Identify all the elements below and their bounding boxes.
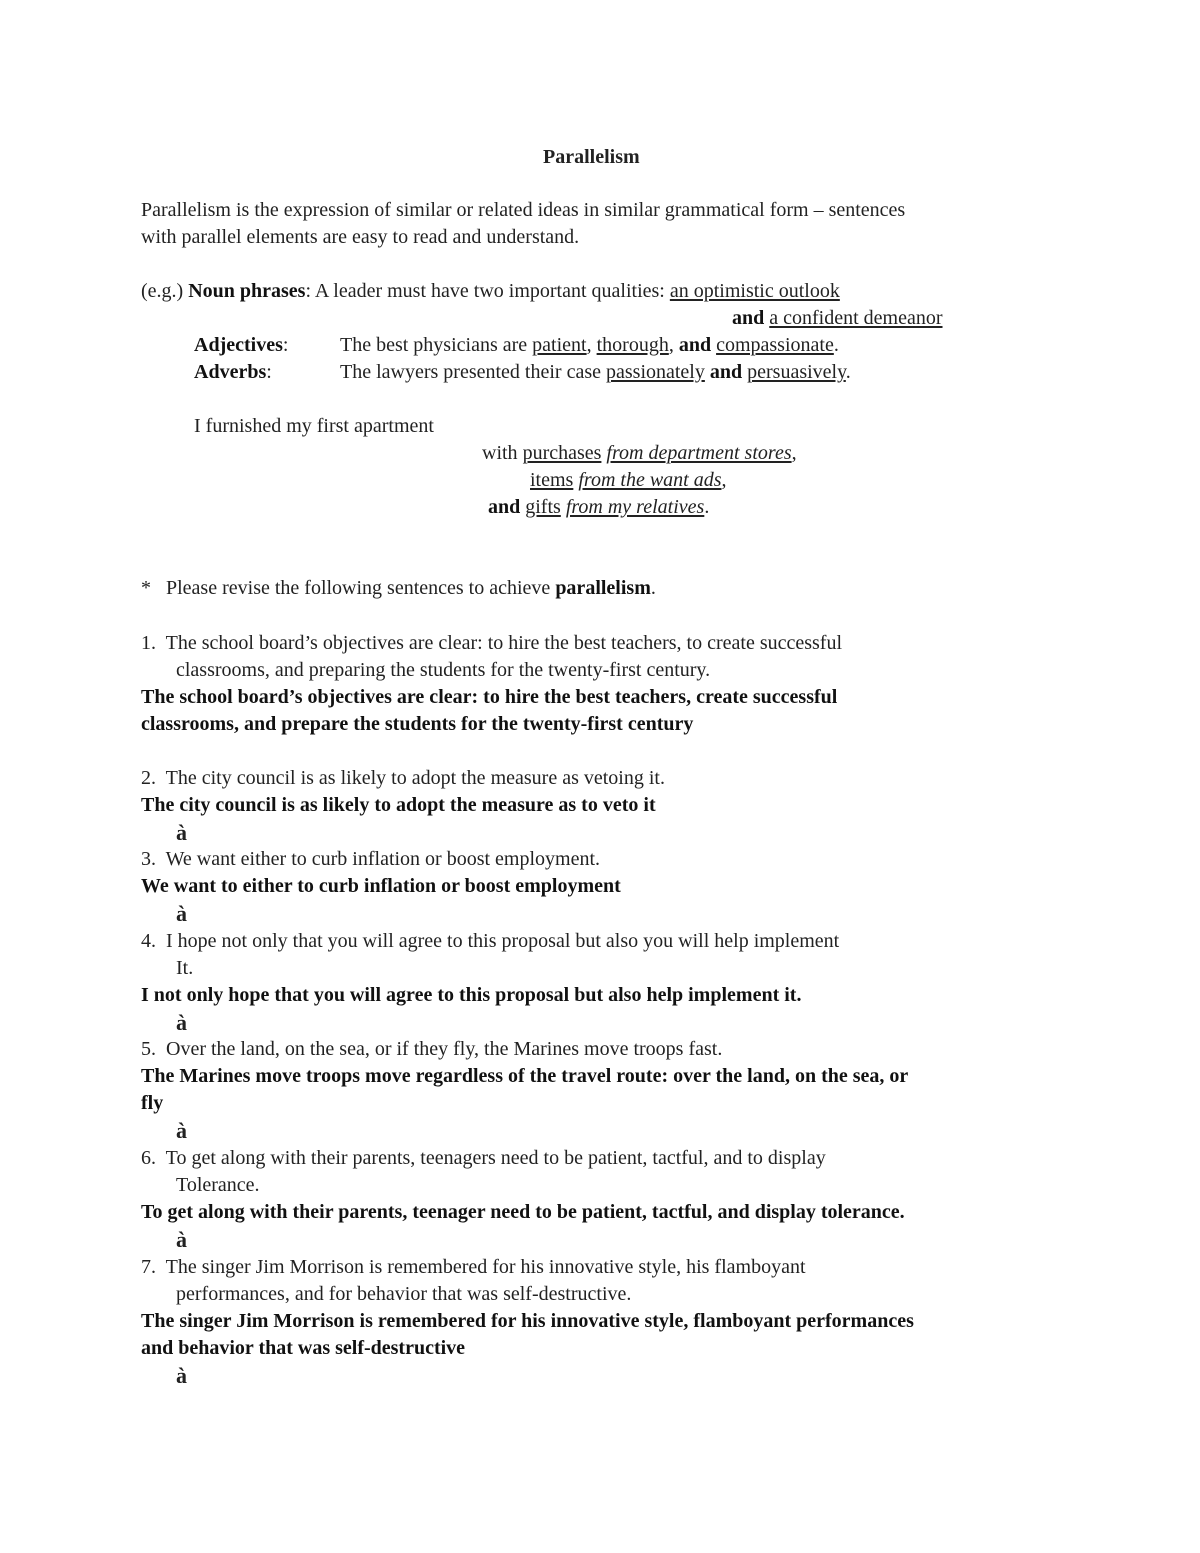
item-question-text: The singer Jim Morrison is remembered for his innovative style, his flamboyant [165, 1256, 806, 1278]
item-3-answer: We want to either to curb inflation or boost employment [141, 875, 621, 897]
item-2-answer: The city council is as likely to adopt the measure as to veto it [141, 794, 656, 816]
item-7-answer-line-1: The singer Jim Morrison is remembered for his innovative style, flamboyant performances [141, 1310, 914, 1332]
adjectives-label: Adjectives [194, 334, 283, 356]
item-4-answer: I not only hope that you will agree to this proposal but also help implement it. [141, 984, 802, 1006]
item-1-answer-line-2: classrooms, and prepare the students for the twenty-first century [141, 713, 694, 735]
item-1-answer-line-1: The school board’s objectives are clear: to hire the best teachers, create successful [141, 686, 838, 708]
instruction-end: . [650, 577, 656, 599]
eg-label: (e.g.) [141, 280, 189, 302]
item-2-question [141, 765, 665, 792]
item-question-text: Over the land, on the sea, or if they fly, the Marines move troops fast. [166, 1038, 723, 1060]
adj-item-1: patient [532, 334, 587, 356]
item-number: 2. [141, 767, 156, 789]
and-word: and [709, 361, 743, 383]
item-number: 3. [141, 848, 156, 870]
page-title: Parallelism [543, 146, 640, 168]
item-4-question [141, 928, 839, 955]
instruction-bold: parallelism [555, 577, 651, 599]
and-word: and [488, 496, 521, 518]
adjectives-colon: : [282, 334, 289, 356]
and-word: and [678, 334, 712, 356]
item-1-question-cont: classrooms, and preparing the students for the twenty-first century. [176, 659, 711, 681]
item-number: 1. [141, 632, 156, 654]
with-word: with [482, 442, 523, 464]
furnished-line: I furnished my first apartment [194, 415, 434, 437]
item-7-question-cont: performances, and for behavior that was self-destructive. [176, 1283, 632, 1305]
purchases-phrase: from department stores [606, 442, 792, 464]
noun-phrases-second [732, 305, 943, 332]
item-6-question-cont: Tolerance. [176, 1174, 260, 1196]
arrow-marker: à [176, 1363, 187, 1388]
adv-item-2: persuasively [747, 361, 846, 383]
item-1-question [141, 630, 842, 657]
item-7-question [141, 1254, 806, 1281]
items-word: items [530, 469, 574, 491]
intro-line-2: with parallel elements are easy to read and understand. [141, 226, 580, 248]
item-5-answer-line-1: The Marines move troops move regardless of the travel route: over the land, on the sea, or [141, 1065, 909, 1087]
arrow-marker: à [176, 1118, 187, 1143]
gifts-line: and gifts from my relatives. [488, 496, 710, 518]
noun-phrases-text: : A leader must have two important qualities: [305, 280, 670, 302]
purchases-line: with purchases from department stores, [482, 442, 797, 464]
item-5-question [141, 1036, 722, 1063]
item-question-text: To get along with their parents, teenagers need to be patient, tactful, and to display [165, 1147, 826, 1169]
item-6-question [141, 1145, 826, 1172]
item-question-text: I hope not only that you will agree to this proposal but also you will help implement [166, 930, 840, 952]
adverbs-label: Adverbs [194, 361, 267, 383]
item-5-answer-line-2: fly [141, 1092, 164, 1114]
item-question-text: The school board’s objectives are clear: to hire the best teachers, to create successful [165, 632, 843, 654]
noun-phrases-example [141, 278, 840, 305]
item-7-answer-line-2: and behavior that was self-destructive [141, 1337, 466, 1359]
item-question-text: The city council is as likely to adopt the measure as vetoing it. [165, 767, 665, 789]
gifts-phrase: from my relatives [565, 496, 705, 518]
adverbs-sentence: The lawyers presented their case passionately and persuasively. [340, 361, 851, 383]
adv-item-1: passionately [606, 361, 705, 383]
noun-item-2: a confident demeanor [769, 307, 943, 329]
and-word: and [732, 307, 765, 329]
item-question-text: We want either to curb inflation or boost employment. [165, 848, 601, 870]
item-4-question-cont: It. [176, 957, 194, 979]
adjectives-example [194, 332, 288, 359]
arrow-marker: à [176, 820, 187, 845]
adverbs-text: The lawyers presented their case [340, 361, 606, 383]
adverbs-example [194, 359, 272, 386]
adjectives-text: The best physicians are [340, 334, 533, 356]
adjectives-sentence: The best physicians are patient, thorough, and compassionate. [340, 334, 839, 356]
gifts-word: gifts [525, 496, 561, 518]
intro-line-1: Parallelism is the expression of similar or related ideas in similar grammatical form – sentences [141, 199, 906, 221]
arrow-marker: à [176, 1010, 187, 1035]
arrow-marker: à [176, 901, 187, 926]
adj-item-3: compassionate [716, 334, 834, 356]
adj-item-2: thorough [596, 334, 669, 356]
items-line: items from the want ads, [530, 469, 727, 491]
instruction-line [141, 575, 656, 602]
item-number: 7. [141, 1256, 156, 1278]
item-number: 4. [141, 930, 156, 952]
item-3-question [141, 846, 600, 873]
item-number: 5. [141, 1038, 156, 1060]
adverbs-colon: : [266, 361, 272, 383]
arrow-marker: à [176, 1227, 187, 1252]
items-phrase: from the want ads [578, 469, 722, 491]
instruction-text: Please revise the following sentences to achieve [166, 577, 556, 599]
star-bullet: * [141, 577, 151, 599]
noun-item-1: an optimistic outlook [669, 280, 840, 302]
item-6-answer: To get along with their parents, teenager need to be patient, tactful, and display tolerance. [141, 1201, 905, 1223]
item-number: 6. [141, 1147, 156, 1169]
purchases-word: purchases [522, 442, 602, 464]
noun-phrases-label: Noun phrases [188, 280, 306, 302]
